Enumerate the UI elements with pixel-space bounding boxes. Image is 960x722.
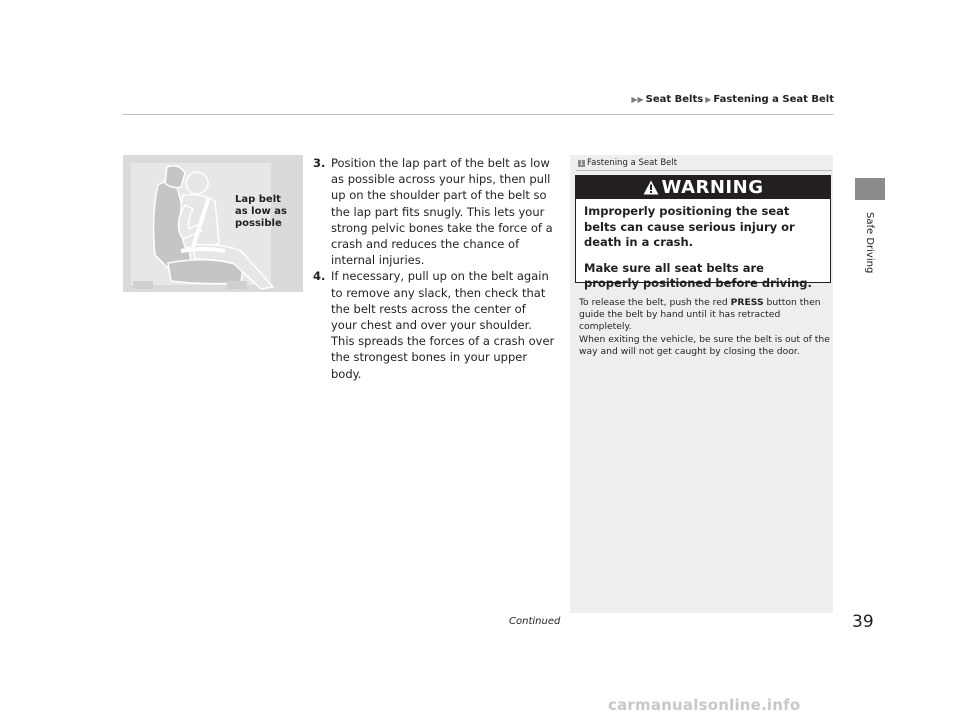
breadcrumb-arrow-icon: ▶▶ (631, 95, 644, 104)
warning-body (576, 199, 830, 292)
breadcrumb-arrow-icon: ▶ (705, 95, 712, 104)
step-3 (313, 155, 555, 268)
release-instructions (579, 297, 831, 334)
warning-header (576, 176, 830, 199)
step-text: Position the lap part of the belt as low as possible across your hips, then pull up on the shoulder part of the belt so the lap part fits snugly. This lets your strong pelvic bones take the force of a crash and reduces the chance of internal injuries. (331, 156, 553, 268)
sidebar-divider (576, 170, 832, 171)
exit-instructions: When exiting the vehicle, be sure the belt is out of the way and will not get caught by closing the door. (579, 333, 830, 357)
watermark: carmanualsonline.info (608, 696, 801, 714)
continued-label: Continued (509, 616, 561, 627)
breadcrumb (631, 94, 834, 105)
warning-triangle-icon (643, 180, 659, 195)
sidebar-title-text: Fastening a Seat Belt (587, 158, 678, 168)
step-text: If necessary, pull up on the belt again to remove any slack, then check that the belt rests across the center of your chest and over your shoulder. This spreads the forces of a crash over the strongest bones in your upper body. (331, 269, 555, 381)
section-tab-marker (855, 178, 885, 200)
breadcrumb-item-seat-belts[interactable]: Seat Belts (645, 94, 704, 105)
reference-icon: 1 (579, 159, 584, 167)
callout-line: possible (235, 218, 282, 229)
press-button-label: PRESS (730, 297, 764, 308)
step-number: 4. (313, 269, 326, 284)
section-tab-label: Safe Driving (864, 212, 875, 274)
sidebar-note (579, 297, 831, 358)
warning-paragraph: Make sure all seat belts are properly positioned before driving. (584, 260, 812, 290)
callout-line: as low as (235, 206, 287, 217)
step-4 (313, 268, 555, 381)
callout-line: Lap belt (235, 194, 281, 205)
figure-callout (235, 194, 287, 230)
page-number: 39 (852, 612, 874, 632)
step-number: 3. (313, 156, 326, 170)
note-text: To release the belt, push the red (579, 297, 731, 308)
sidebar-title (578, 158, 677, 168)
instruction-steps (313, 155, 555, 382)
warning-paragraph: Improperly positioning the seat belts can cause serious injury or death in a crash. (584, 204, 795, 249)
warning-box (575, 175, 831, 290)
warning-heading: WARNING (661, 177, 764, 198)
breadcrumb-item-fastening[interactable]: Fastening a Seat Belt (713, 94, 834, 105)
note-text: button then guide the belt by hand until it has retracted completely. (579, 297, 821, 333)
header-divider (123, 114, 833, 115)
